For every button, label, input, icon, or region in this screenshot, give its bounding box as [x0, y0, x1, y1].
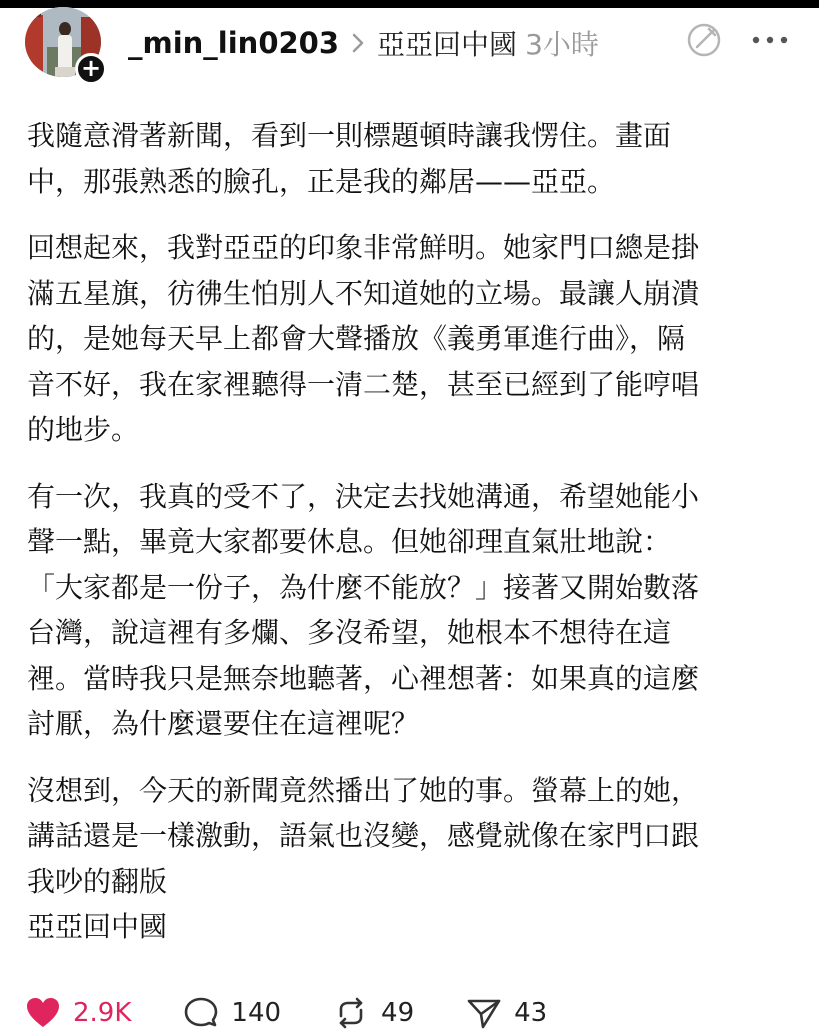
post-body — [27, 113, 797, 950]
post-timestamp: 3小時 — [525, 28, 599, 61]
avatar-container[interactable] — [25, 7, 103, 82]
post-paragraph-2: 回想起來，我對亞亞的印象非常鮮明。她家門口總是掛 滿五星旗，彷彿生怕別人不知道她的立場。最讓人崩潰 的，是她每天早上都會大聲播放《義勇軍進行曲》，隔 音不好，我在家裡聽得一清二楚，甚至已經到了能哼唱 的地步。 — [27, 231, 700, 446]
chevron-right-icon — [351, 32, 365, 54]
post-paragraph-4: 沒想到，今天的新聞竟然播出了她的事。螢幕上的她， 講話還是一樣激動，語氣也沒變，感覺就像在家門口跟 我吵的翻版 亞亞回中國 — [27, 773, 700, 943]
like-button[interactable] — [25, 996, 131, 1030]
share-icon — [466, 996, 502, 1030]
post-paragraph-3: 有一次，我真的受不了，決定去找她溝通，希望她能小 聲一點，畢竟大家都要休息。但她卻理直氣壯地說： 「大家都是一份子，為什麼不能放？」接著又開始數落 台灣，說這裡有多爛、多沒希望，她根本不想待在這 裡。當時我只是無奈地聽著，心裡想著：如果真的這麼 討厭，為什麼還要住在這裡呢？ — [27, 479, 700, 740]
username-link[interactable]: _min_lin0203 — [128, 26, 340, 60]
topic-tag-link[interactable]: 亞亞回中國 — [377, 28, 518, 61]
post-actions-bar — [25, 993, 599, 1033]
repost-button[interactable] — [333, 996, 414, 1030]
comment-button[interactable] — [183, 996, 281, 1030]
edit-icon[interactable] — [686, 22, 722, 58]
repost-icon — [333, 996, 369, 1030]
post-header — [128, 22, 599, 64]
comment-count: 140 — [231, 998, 282, 1028]
repost-count: 49 — [381, 998, 415, 1028]
status-bar-edge — [0, 0, 819, 8]
post-paragraph-1: 我隨意滑著新聞，看到一則標題頓時讓我愣住。畫面 中，那張熟悉的臉孔，正是我的鄰居——亞亞。 — [27, 119, 672, 198]
share-button[interactable] — [466, 996, 547, 1030]
comment-icon — [183, 996, 219, 1030]
heart-icon — [25, 996, 61, 1030]
more-icon[interactable] — [750, 28, 790, 52]
share-count: 43 — [514, 998, 548, 1028]
follow-add-button[interactable]: + — [75, 53, 107, 85]
like-count: 2.9K — [73, 998, 132, 1028]
